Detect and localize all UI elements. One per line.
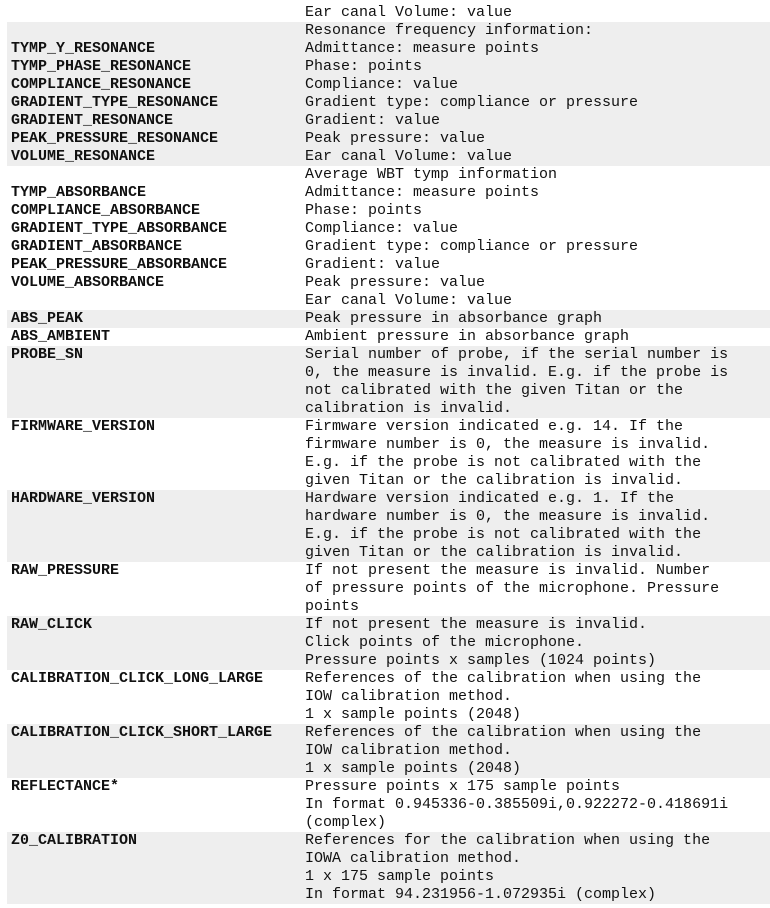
description-line: Ambient pressure in absorbance graph bbox=[305, 328, 630, 345]
parameter-name-line bbox=[11, 22, 305, 40]
description-line: Compliance: value bbox=[305, 220, 459, 237]
parameter-name bbox=[7, 724, 305, 778]
parameter-name-line bbox=[11, 166, 305, 184]
description-line: E.g. if the probe is not calibrated with the bbox=[305, 526, 702, 543]
parameter-description bbox=[305, 490, 770, 562]
parameter-name bbox=[7, 562, 305, 616]
parameter-name bbox=[7, 328, 305, 346]
description-line: Serial number of probe, if the serial number is bbox=[305, 346, 729, 363]
parameter-name-line bbox=[11, 4, 305, 22]
parameter-name bbox=[7, 346, 305, 418]
parameter-name-line: REFLECTANCE* bbox=[11, 778, 120, 795]
description-line: Compliance: value bbox=[305, 76, 459, 93]
description-line: given Titan or the calibration is invalid. bbox=[305, 544, 684, 561]
parameter-table bbox=[7, 4, 770, 904]
description-line: Click points of the microphone. bbox=[305, 634, 585, 651]
description-line: not calibrated with the given Titan or the bbox=[305, 382, 684, 399]
description-line: Pressure points x 175 sample points bbox=[305, 778, 621, 795]
parameter-name-line: GRADIENT_RESONANCE bbox=[11, 112, 174, 129]
parameter-description bbox=[305, 562, 770, 616]
table-row bbox=[7, 490, 770, 562]
parameter-name-line: VOLUME_ABSORBANCE bbox=[11, 274, 165, 291]
description-line: 1 x 175 sample points bbox=[305, 868, 495, 885]
parameter-name-line bbox=[11, 292, 305, 310]
table-row bbox=[7, 310, 770, 328]
table-row bbox=[7, 778, 770, 832]
parameter-name-line: GRADIENT_TYPE_ABSORBANCE bbox=[11, 220, 228, 237]
parameter-name bbox=[7, 418, 305, 490]
parameter-name-line: PEAK_PRESSURE_ABSORBANCE bbox=[11, 256, 228, 273]
parameter-name-line: RAW_PRESSURE bbox=[11, 562, 120, 579]
description-line: Ear canal Volume: value bbox=[305, 4, 513, 21]
parameter-description bbox=[305, 4, 770, 22]
description-line: Pressure points x samples (1024 points) bbox=[305, 652, 657, 669]
table-row bbox=[7, 166, 770, 310]
description-line: In format 94.231956-1.072935i (complex) bbox=[305, 886, 657, 903]
parameter-name-line: ABS_PEAK bbox=[11, 310, 84, 327]
description-line: Gradient type: compliance or pressure bbox=[305, 238, 639, 255]
description-line: IOW calibration method. bbox=[305, 688, 513, 705]
description-line: of pressure points of the microphone. Pressure bbox=[305, 580, 720, 597]
table-row bbox=[7, 22, 770, 166]
parameter-name-line: PEAK_PRESSURE_RESONANCE bbox=[11, 130, 219, 147]
description-line: points bbox=[305, 598, 360, 615]
parameter-name-line: GRADIENT_TYPE_RESONANCE bbox=[11, 94, 219, 111]
description-line: given Titan or the calibration is invalid. bbox=[305, 472, 684, 489]
description-line: 0, the measure is invalid. E.g. if the probe is bbox=[305, 364, 729, 381]
description-line: calibration is invalid. bbox=[305, 400, 513, 417]
description-line: E.g. if the probe is not calibrated with the bbox=[305, 454, 702, 471]
description-line: 1 x sample points (2048) bbox=[305, 706, 522, 723]
description-line: (complex) bbox=[305, 814, 387, 831]
parameter-name-line: PROBE_SN bbox=[11, 346, 84, 363]
parameter-name-line: Z0_CALIBRATION bbox=[11, 832, 138, 849]
parameter-description bbox=[305, 310, 770, 328]
parameter-description bbox=[305, 328, 770, 346]
parameter-description bbox=[305, 418, 770, 490]
description-line: If not present the measure is invalid. bbox=[305, 616, 648, 633]
description-line: Admittance: measure points bbox=[305, 40, 540, 57]
description-line: References for the calibration when using the bbox=[305, 832, 711, 849]
parameter-name bbox=[7, 4, 305, 22]
description-line: Admittance: measure points bbox=[305, 184, 540, 201]
parameter-name-line: VOLUME_RESONANCE bbox=[11, 148, 156, 165]
parameter-name-line: CALIBRATION_CLICK_SHORT_LARGE bbox=[11, 724, 273, 741]
description-line: IOWA calibration method. bbox=[305, 850, 522, 867]
parameter-description bbox=[305, 670, 770, 724]
parameter-description bbox=[305, 724, 770, 778]
parameter-name-line: RAW_CLICK bbox=[11, 616, 93, 633]
table-row bbox=[7, 346, 770, 418]
table-row bbox=[7, 670, 770, 724]
description-line: Phase: points bbox=[305, 202, 423, 219]
parameter-name-line: CALIBRATION_CLICK_LONG_LARGE bbox=[11, 670, 264, 687]
description-line: References of the calibration when using the bbox=[305, 724, 702, 741]
parameter-name bbox=[7, 778, 305, 832]
description-line: Gradient: value bbox=[305, 256, 441, 273]
parameter-name bbox=[7, 670, 305, 724]
description-line: Average WBT tymp information bbox=[305, 166, 558, 183]
table-row bbox=[7, 562, 770, 616]
description-line: Resonance frequency information: bbox=[305, 22, 594, 39]
parameter-name-line: TYMP_Y_RESONANCE bbox=[11, 40, 156, 57]
parameter-name-line: COMPLIANCE_RESONANCE bbox=[11, 76, 192, 93]
parameter-description bbox=[305, 778, 770, 832]
parameter-description bbox=[305, 832, 770, 904]
description-line: In format 0.945336-0.385509i,0.922272-0.418691i bbox=[305, 796, 729, 813]
description-line: Ear canal Volume: value bbox=[305, 292, 513, 309]
table-row bbox=[7, 328, 770, 346]
parameter-name-line: FIRMWARE_VERSION bbox=[11, 418, 156, 435]
description-line: Gradient: value bbox=[305, 112, 441, 129]
parameter-name-line: GRADIENT_ABSORBANCE bbox=[11, 238, 183, 255]
description-line: firmware number is 0, the measure is invalid. bbox=[305, 436, 711, 453]
parameter-name-line: TYMP_PHASE_RESONANCE bbox=[11, 58, 192, 75]
description-line: hardware number is 0, the measure is invalid. bbox=[305, 508, 711, 525]
description-line: Peak pressure: value bbox=[305, 130, 486, 147]
table-row bbox=[7, 832, 770, 904]
parameter-name-line: TYMP_ABSORBANCE bbox=[11, 184, 147, 201]
parameter-name-line: ABS_AMBIENT bbox=[11, 328, 111, 345]
parameter-name bbox=[7, 166, 305, 310]
parameter-name bbox=[7, 616, 305, 670]
description-line: Firmware version indicated e.g. 14. If the bbox=[305, 418, 684, 435]
parameter-name-line: COMPLIANCE_ABSORBANCE bbox=[11, 202, 201, 219]
description-line: References of the calibration when using the bbox=[305, 670, 702, 687]
parameter-name bbox=[7, 22, 305, 166]
description-line: Gradient type: compliance or pressure bbox=[305, 94, 639, 111]
parameter-name bbox=[7, 310, 305, 328]
description-line: Hardware version indicated e.g. 1. If the bbox=[305, 490, 675, 507]
description-line: Peak pressure: value bbox=[305, 274, 486, 291]
description-line: 1 x sample points (2048) bbox=[305, 760, 522, 777]
parameter-description bbox=[305, 346, 770, 418]
parameter-description bbox=[305, 166, 770, 310]
table-row bbox=[7, 4, 770, 22]
description-line: If not present the measure is invalid. Number bbox=[305, 562, 711, 579]
table-row bbox=[7, 418, 770, 490]
description-line: Phase: points bbox=[305, 58, 423, 75]
parameter-description bbox=[305, 616, 770, 670]
parameter-description bbox=[305, 22, 770, 166]
parameter-name bbox=[7, 490, 305, 562]
table-row bbox=[7, 616, 770, 670]
table-row bbox=[7, 724, 770, 778]
description-line: Peak pressure in absorbance graph bbox=[305, 310, 603, 327]
parameter-name bbox=[7, 832, 305, 904]
parameter-name-line: HARDWARE_VERSION bbox=[11, 490, 156, 507]
description-line: IOW calibration method. bbox=[305, 742, 513, 759]
description-line: Ear canal Volume: value bbox=[305, 148, 513, 165]
